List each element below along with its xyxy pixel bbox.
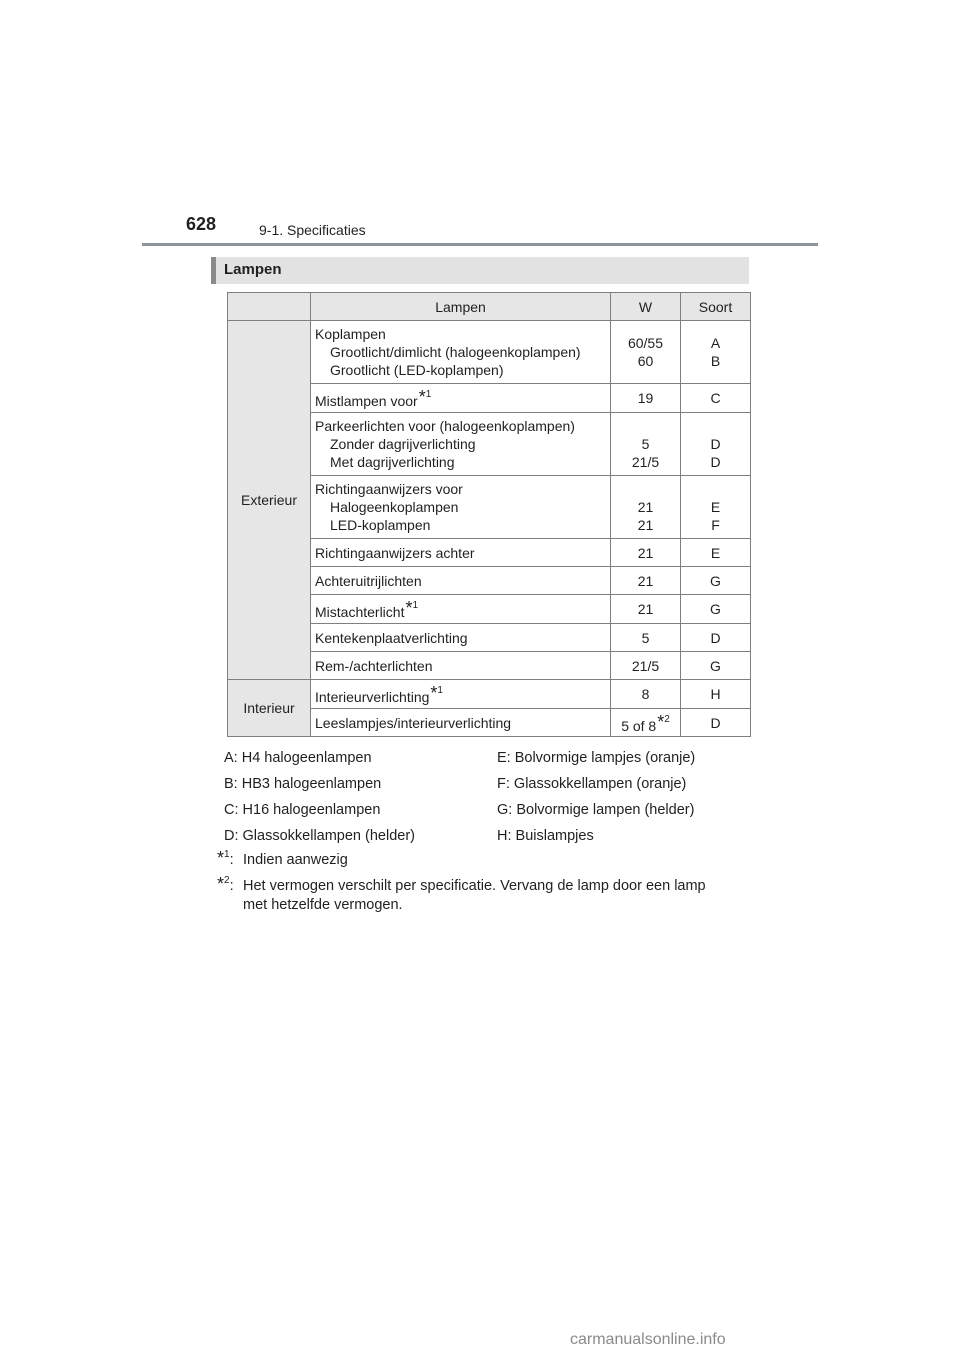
lamp-title: Parkeerlichten voor (halogeenkoplampen) [315, 418, 575, 434]
lamp-sub: Met dagrijverlichting [330, 454, 455, 470]
lamp-title: Interieurverlichting [315, 689, 430, 705]
type-cell: D [681, 624, 751, 652]
header-watts: W [611, 293, 681, 321]
section-heading: 9-1. Specificaties [259, 222, 366, 238]
type-cell: H [681, 680, 751, 709]
type-cell [681, 321, 751, 384]
lamp-cell: Leeslampjes/interieurverlichting [311, 709, 611, 737]
lamp-sub: Zonder dagrijverlichting [330, 436, 476, 452]
lamp-cell: Richtingaanwijzers achter [311, 539, 611, 567]
watts-cell [611, 321, 681, 384]
bulb-type-legend [224, 750, 724, 854]
legend-row [224, 802, 724, 828]
lamp-sub: LED-koplampen [330, 517, 431, 533]
watts-cell: 21/5 [611, 652, 681, 680]
watts-value: 21 [637, 499, 654, 515]
category-exterior: Exterieur [228, 321, 311, 680]
legend-item: D: Glassokkellampen (helder) [224, 828, 415, 844]
footnote-number: 1 [224, 849, 230, 860]
type-value: D [710, 436, 721, 452]
footnote-marker: *$^1$ [405, 598, 419, 618]
watts-cell: 21 [611, 567, 681, 595]
footnote-text-line: Het vermogen verschilt per specificatie. Vervang de lamp door een lamp [243, 878, 706, 894]
legend-item: C: H16 halogeenlampen [224, 802, 381, 818]
type-cell: C [681, 384, 751, 413]
watts-value: 60/55 [627, 335, 664, 351]
lamp-cell [311, 321, 611, 384]
watts-cell: 8 [611, 680, 681, 709]
table-row [228, 321, 751, 384]
legend-item: H: Buislampjes [497, 828, 594, 844]
footnote-marker: *$^1$: [217, 848, 234, 868]
legend-row [224, 750, 724, 776]
footnote-star: * [217, 874, 225, 894]
type-value: F [711, 517, 720, 533]
type-cell [681, 413, 751, 476]
lamp-cell [311, 476, 611, 539]
lamp-title: Koplampen [315, 326, 386, 342]
footnote-1 [217, 848, 747, 870]
watts-cell: 5 [611, 624, 681, 652]
type-cell: E [681, 539, 751, 567]
header-lamps: Lampen [311, 293, 611, 321]
lamp-title: Mistachterlicht [315, 604, 405, 620]
header-divider [142, 243, 818, 246]
footnote-2 [217, 874, 747, 915]
lamp-sub: Grootlicht/dimlicht (halogeenkoplampen) [330, 344, 581, 360]
watts-value: 60 [637, 353, 654, 369]
footnote-number: 1 [425, 389, 432, 400]
header-type: Soort [681, 293, 751, 321]
category-interior: Interieur [228, 680, 311, 737]
lamp-cell: Rem-/achterlichten [311, 652, 611, 680]
watts-value: 21/5 [631, 454, 660, 470]
type-value: A [710, 335, 721, 351]
watts-value: 21 [637, 517, 654, 533]
lamp-cell: Kentekenplaatverlichting [311, 624, 611, 652]
type-cell: D [681, 709, 751, 737]
watts-cell: 19 [611, 384, 681, 413]
footnote-marker: *$^1$ [430, 683, 443, 703]
watts-cell: 21 [611, 595, 681, 624]
footnote-marker: *$^2$: [217, 874, 234, 894]
footnote-number: 2 [664, 713, 670, 725]
type-cell: G [681, 652, 751, 680]
lamp-cell [311, 595, 611, 624]
header-blank [228, 293, 311, 321]
footnote-text [243, 874, 747, 915]
type-value: E [710, 499, 721, 515]
footnote-marker: *$^1$ [418, 387, 432, 407]
type-value: B [710, 353, 721, 369]
lamp-cell [311, 413, 611, 476]
footnote-text: Indien aanwezig [243, 852, 348, 868]
legend-item: B: HB3 halogeenlampen [224, 776, 382, 792]
lamp-cell: Achteruitrijlichten [311, 567, 611, 595]
type-cell [681, 476, 751, 539]
type-cell: G [681, 567, 751, 595]
title-accent [211, 257, 216, 284]
footnote-number: 1 [437, 685, 443, 696]
lamp-cell [311, 384, 611, 413]
legend-item: A: H4 halogeenlampen [224, 750, 372, 766]
section-title: Lampen [224, 261, 282, 278]
type-value: D [710, 454, 721, 470]
footnote-text-line: met hetzelfde vermogen. [243, 897, 403, 913]
legend-item: E: Bolvormige lampjes (oranje) [497, 750, 696, 766]
page-number: 628 [186, 214, 217, 234]
watts-cell [611, 709, 681, 737]
legend-item: G: Bolvormige lampen (helder) [497, 802, 695, 818]
table-row [228, 680, 751, 709]
watts-value: 5 of 8 [621, 717, 657, 734]
lamp-sub: Grootlicht (LED-koplampen) [330, 362, 504, 378]
lamp-spec-table [227, 292, 751, 737]
footnote-number: 1 [412, 600, 419, 611]
watts-cell: 21 [611, 539, 681, 567]
section-title-bar [211, 257, 749, 284]
site-watermark: carmanualsonline.info [570, 1331, 726, 1348]
table-header-row [228, 293, 751, 321]
lamp-title: Mistlampen voor [315, 393, 418, 409]
footnote-number: 2 [224, 875, 230, 886]
type-cell: G [681, 595, 751, 624]
footnote-marker: *$^2$ [657, 711, 670, 732]
lamp-title: Richtingaanwijzers voor [315, 481, 463, 497]
watts-cell [611, 476, 681, 539]
legend-row [224, 776, 724, 802]
watts-value: 5 [641, 436, 650, 452]
lamp-sub: Halogeenkoplampen [330, 499, 459, 515]
legend-item: F: Glassokkellampen (oranje) [497, 776, 687, 792]
watts-cell [611, 413, 681, 476]
lamp-cell [311, 680, 611, 709]
footnote-star: * [217, 848, 225, 868]
